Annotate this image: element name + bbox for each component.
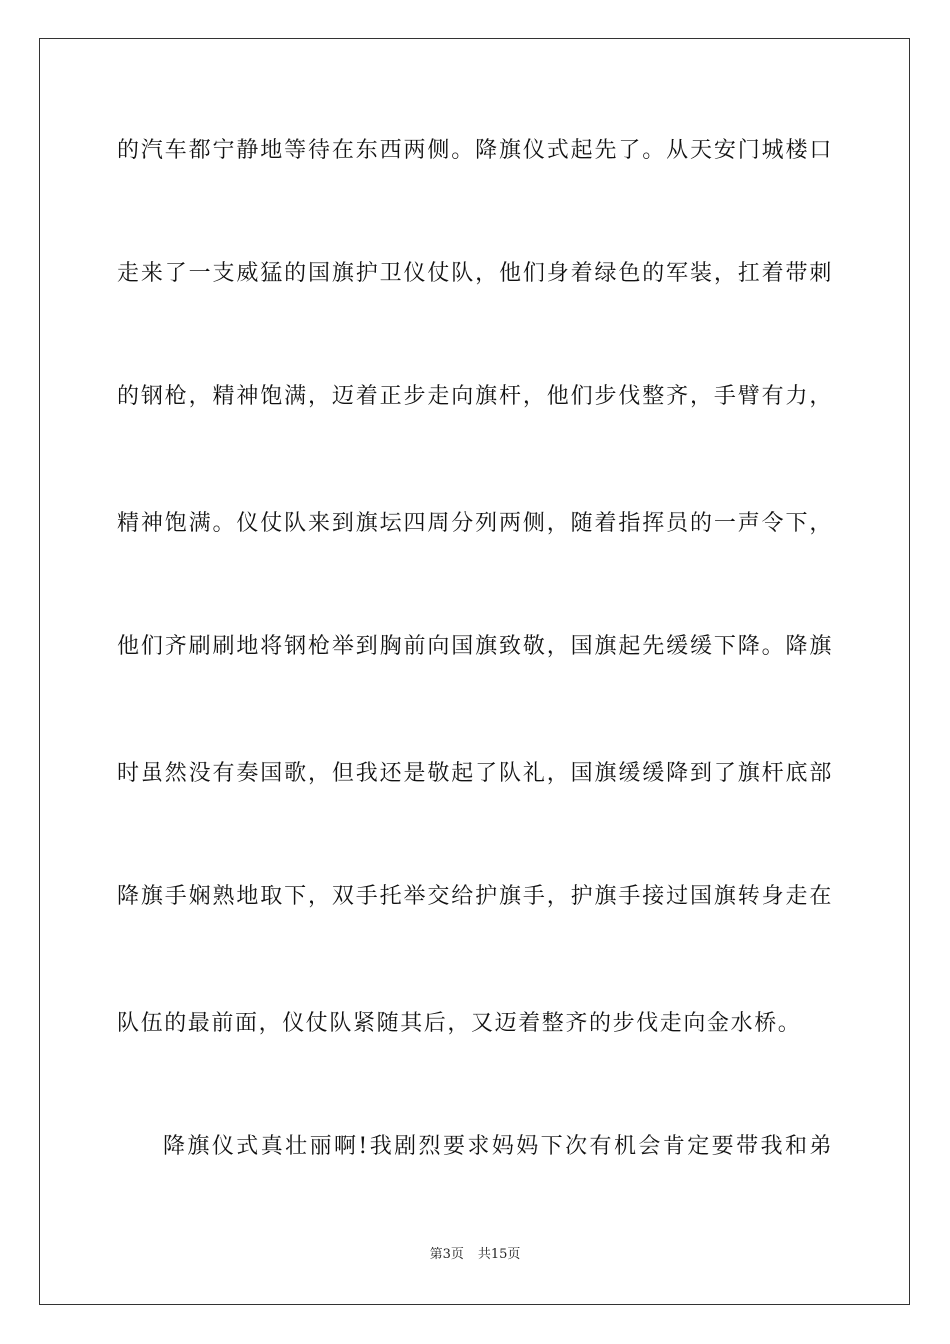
body-line-6: 时虽然没有奏国歌，但我还是敬起了队礼，国旗缓缓降到了旗杆底部 <box>117 761 833 786</box>
page-footer <box>0 1246 950 1264</box>
body-line-1: 的汽车都宁静地等待在东西两侧。降旗仪式起先了。从天安门城楼口 <box>117 138 833 163</box>
body-line-5: 他们齐刷刷地将钢枪举到胸前向国旗致敬，国旗起先缓缓下降。降旗 <box>117 634 833 659</box>
body-line-7: 降旗手娴熟地取下，双手托举交给护旗手，护旗手接过国旗转身走在 <box>117 884 833 909</box>
page-border <box>39 38 910 1305</box>
body-line-3: 的钢枪，精神饱满，迈着正步走向旗杆，他们步伐整齐，手臂有力， <box>117 384 833 409</box>
body-line-9: 降旗仪式真壮丽啊!我剧烈要求妈妈下次有机会肯定要带我和弟 <box>163 1134 833 1159</box>
body-line-8: 队伍的最前面，仪仗队紧随其后，又迈着整齐的步伐走向金水桥。 <box>117 1011 802 1036</box>
page-number-total: 共15页 <box>477 1247 521 1262</box>
body-line-2: 走来了一支威猛的国旗护卫仪仗队，他们身着绿色的军装，扛着带刺 <box>117 261 833 286</box>
page-number-current: 第3页 <box>429 1247 464 1262</box>
body-line-4: 精神饱满。仪仗队来到旗坛四周分列两侧，随着指挥员的一声令下， <box>117 511 833 536</box>
